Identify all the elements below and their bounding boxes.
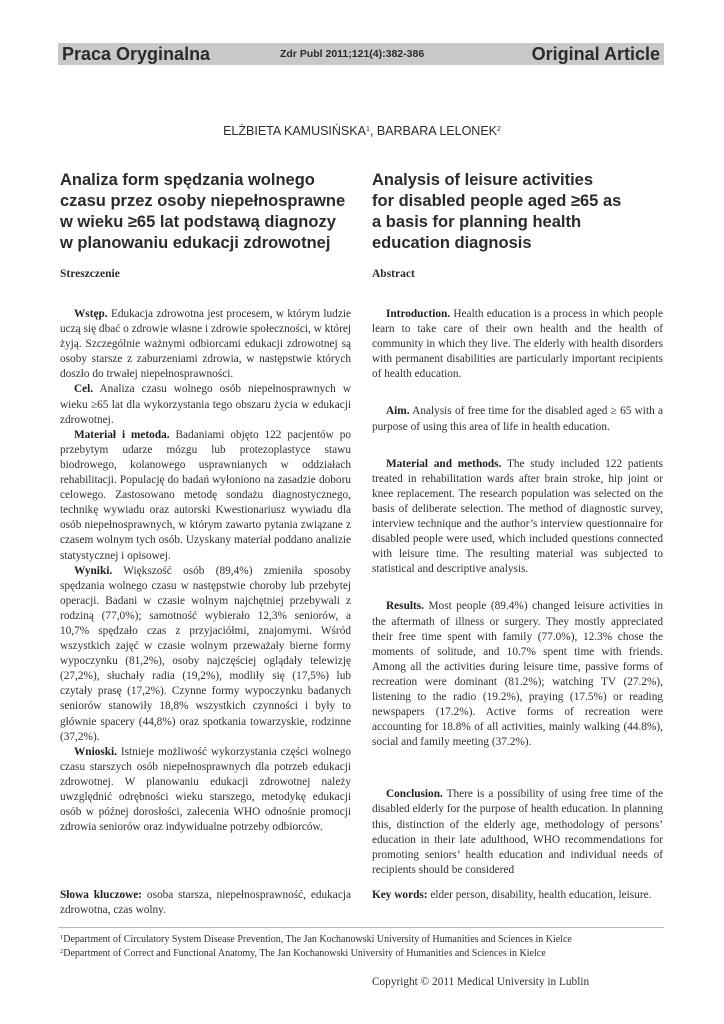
author-1-affiliation: 1 bbox=[365, 126, 370, 133]
title-polish bbox=[60, 170, 360, 254]
header-citation: Zdr Publ 2011;121(4):382-386 bbox=[280, 48, 425, 60]
footnote-divider bbox=[58, 927, 664, 928]
abstract-heading-en: Abstract bbox=[372, 268, 415, 280]
section-label: Conclusion. bbox=[386, 788, 443, 801]
abstract-pl-results bbox=[60, 564, 351, 745]
author-2: BARBARA LELONEK bbox=[376, 124, 498, 138]
section-label: Aim. bbox=[386, 405, 410, 418]
copyright-notice: Copyright © 2011 Medical University in Lublin bbox=[372, 976, 590, 988]
abstract-en-results bbox=[372, 599, 663, 750]
section-label: Material and methods. bbox=[386, 457, 502, 470]
section-text: Analysis of free time for the disabled aged ≥ 65 with a purpose of using this area of life in health education. bbox=[372, 405, 663, 433]
section-label: Materiał i metoda. bbox=[74, 428, 170, 441]
abstract-pl-intro bbox=[60, 307, 351, 382]
title-en-line: education diagnosis bbox=[372, 234, 532, 252]
keywords-text: elder person, disability, health education, leisure. bbox=[427, 889, 652, 901]
section-text: Analiza czasu wolnego osób niepełnosprawnych w wieku ≥65 lat dla wykorzystania tego obszaru życia w edukacji zdrowotnej. bbox=[60, 383, 351, 426]
section-text: Edukacja zdrowotna jest procesem, w którym ludzie uczą się dbać o zdrowie własne i zdrowie społeczności, w której żyją. Szczególnie ważnymi odbiorcami edukacji zdrowotnej są osoby starsze z zaburzeniami zdrowia, w następstwie których doszło do trwałej niepełnosprawności. bbox=[60, 308, 351, 381]
section-label: Wyniki. bbox=[74, 564, 113, 577]
keywords-label: Słowa kluczowe: bbox=[60, 889, 143, 901]
abstract-en-conclusions bbox=[372, 787, 663, 878]
title-pl-line: Analiza form spędzania wolnego bbox=[60, 171, 315, 189]
author-2-affiliation: 2 bbox=[497, 126, 501, 133]
abstract-heading-pl: Streszczenie bbox=[60, 268, 120, 280]
title-en-line: a basis for planning health bbox=[372, 213, 582, 231]
abstract-pl-methods bbox=[60, 428, 351, 564]
section-text: The study included 122 patients treated in rehabilitation wards after brain stroke, hip joint or knee replacement. The research population was selected on the basis of deliberate selection. The method of diagnostic survey, interview technique and the author’s interview questionnaire for disabled people were used, which included questions connected with leisure time. The resulting material was subjected to statistical and descriptive analysis. bbox=[372, 457, 663, 576]
footnote-text: Department of Circulatory System Disease Prevention, The Jan Kochanowski University of Humanities and Sciences in Kielce bbox=[63, 934, 572, 945]
section-label: Wstęp. bbox=[74, 308, 108, 320]
footnote-number: 2 bbox=[60, 948, 64, 955]
keywords-en bbox=[372, 888, 663, 903]
section-label: Cel. bbox=[74, 383, 94, 396]
footnote-text: Department of Correct and Functional Anatomy, The Jan Kochanowski University of Humanities and Sciences in Kielce bbox=[63, 948, 546, 959]
abstract-pl-aim bbox=[60, 382, 351, 427]
author-1: ELŻBIETA KAMUSIŃSKA bbox=[223, 124, 366, 138]
header-article-type-pl: Praca Oryginalna bbox=[62, 44, 211, 64]
footnote-1 bbox=[60, 931, 572, 946]
section-text: Istnieje możliwość wykorzystania części wolnego czasu starszych osób niepełnosprawnych dla potrzeb edukacji zdrowotnej. W planowaniu edukacji zdrowotnej należy uwzględnić odrębności wieku starszego, metodykę edukacji osób w późnej dorosłości, zalecenia WHO odnośnie promocji zdrowia seniorów oraz indywidualne potrzeby odbiorców. bbox=[60, 745, 351, 834]
author-separator: , bbox=[369, 124, 377, 138]
section-text: There is a possibility of using free time of the disabled elderly for the purpose of health education. In planning this, distinction of the elderly age, methodology of persons’ education in their late adulthood, WHO recommendations for promoting seniors’ health education and individual needs of recipients should be considered bbox=[372, 788, 663, 876]
abstract-pl-conclusions bbox=[60, 745, 351, 836]
section-text: Health education is a process in which people learn to take care of their own health and the health of community in which they live. The elderly with health disorders with permanent disabilities are particularly important recipients of health education. bbox=[372, 308, 663, 381]
footnote-number: 1 bbox=[60, 934, 64, 941]
keywords-pl bbox=[60, 888, 351, 918]
abstract-body-pl bbox=[60, 307, 351, 835]
title-pl-line: w wieku ≥65 lat podstawą diagnozy bbox=[60, 213, 336, 231]
abstract-body-en bbox=[372, 307, 663, 878]
abstract-en-methods bbox=[372, 457, 663, 578]
keywords-text: osoba starsza, niepełnosprawność, edukacja zdrowotna, czas wolny. bbox=[60, 889, 351, 917]
section-label: Results. bbox=[386, 600, 424, 613]
title-pl-line: czasu przez osoby niepełnosprawne bbox=[60, 192, 346, 210]
abstract-en-aim bbox=[372, 404, 663, 434]
title-en-line: Analysis of leisure activities bbox=[372, 171, 594, 189]
section-label: Introduction. bbox=[386, 308, 451, 320]
author-line bbox=[0, 124, 724, 138]
abstract-en-intro bbox=[372, 307, 663, 382]
title-pl-line: w planowaniu edukacji zdrowotnej bbox=[60, 234, 331, 252]
section-text: Most people (89.4%) changed leisure activities in the aftermath of illness or surgery. They mostly appreciated their free time spent with family (77.0%), 12.3% chose the moments of solitude, and 10.7% spent time with friends. Among all the activities during leisure time, passive forms of recreation were dominant (81.2%); watching TV (27.2%), listening to the radio (19.2%), praying (17.5%) or reading newspapers (17.2%). Active forms of recreation were accounting for 18.8% of all activities, mainly walking (44.8%), social and family meeting (37.2%). bbox=[372, 600, 663, 749]
header-article-type-en: Original Article bbox=[531, 44, 660, 64]
footnote-2 bbox=[60, 945, 546, 960]
section-label: Wnioski. bbox=[74, 745, 118, 758]
section-text: Badaniami objęto 122 pacjentów po przebytym udarze mózgu lub protezoplastyce stawu biodrowego, kolanowego usprawnianych w oddziałach rehabilitacji. Populację do badań wyłoniono na zasadzie doboru celowego. Zastosowano metodę sondażu diagnostycznego, technikę wywiadu oraz autorski Kwestionariusz wywiadu dla osób niepełnosprawnych, w którym zawarto pytania związane z czasem wolnym tych osób. Uzyskany materiał poddano analizie statystycznej i opisowej. bbox=[60, 428, 352, 562]
title-english bbox=[372, 170, 672, 254]
section-text: Większość osób (89,4%) zmieniła sposoby spędzania wolnego czasu w następstwie choroby lub przebytej operacji. Badani w czasie wolnym najchętniej przebywali z rodziną (77,0%); samotność wybierało 12,3% seniorów, a 10,7% spędzało czas z przyjaciółmi, znajomymi. Wśród wszystkich zajęć w czasie wolnym przeważały bierne formy wypoczynku (81,2%), osoby najczęściej oglądały telewizję (27,2%), słuchały radia (19,2%), modliły się (17,5%) lub czytały prasę (17,2%). Czynne formy wypoczynku badanych seniorów stanowiły 18,8% wszystkich czynności i były to głównie spacery (44,8%) oraz spotkania towarzyskie, rodzinne (37,2%). bbox=[60, 564, 351, 743]
title-en-line: for disabled people aged ≥65 as bbox=[372, 192, 622, 210]
running-header bbox=[58, 43, 664, 65]
keywords-label: Key words: bbox=[372, 889, 428, 901]
